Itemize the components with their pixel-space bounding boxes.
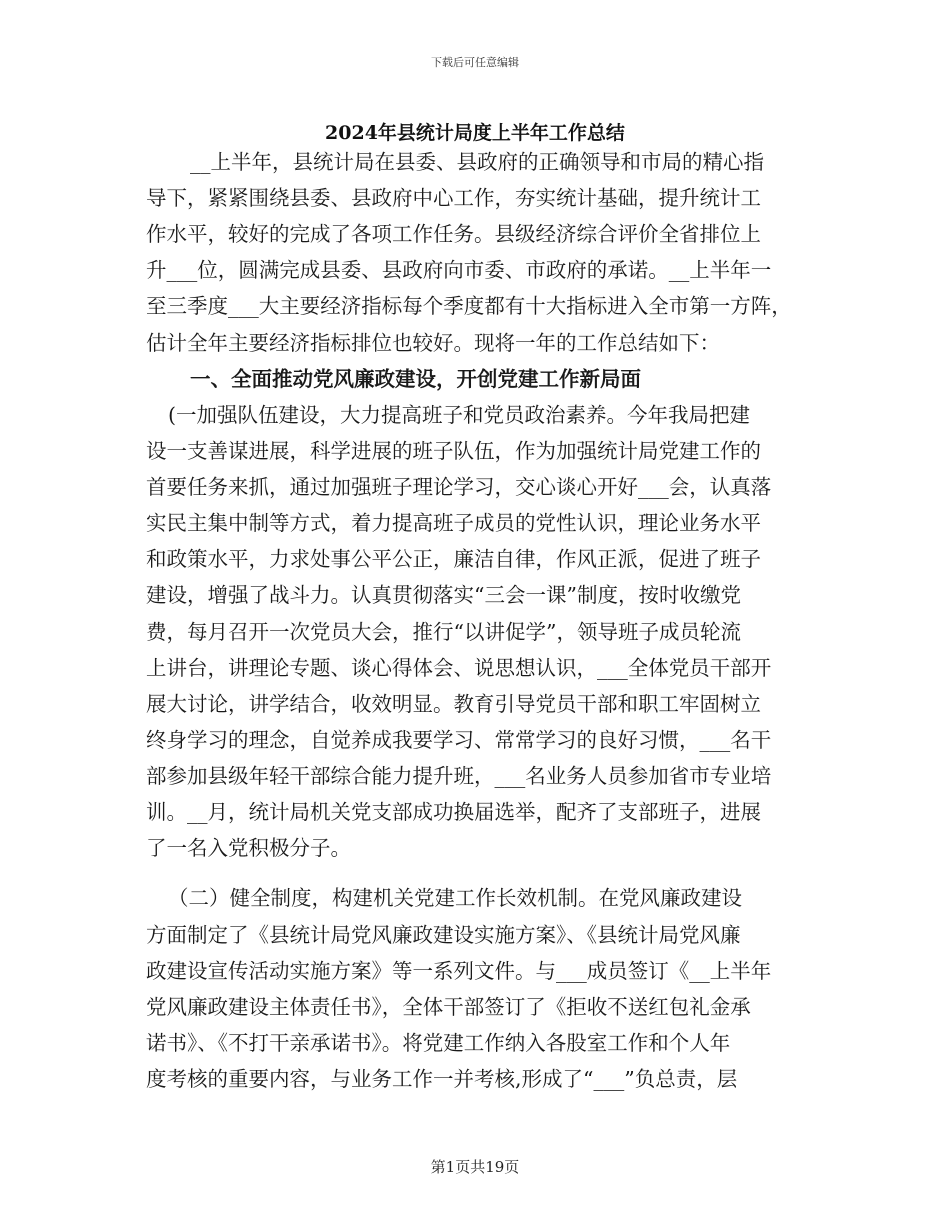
body-line: （二）健全制度，构建机关党建工作长效机制。在党风廉政建设 bbox=[168, 886, 742, 910]
body-line: 至三季度___大主要经济指标每个季度都有十大指标进入全市第一方阵， bbox=[146, 294, 792, 318]
body-line: 部参加县级年轻干部综合能力提升班，___名业务人员参加省市专业培 bbox=[146, 764, 772, 788]
body-line: 诺书》、《不打干亲承诺书》。将党建工作纳入各股室工作和个人年 bbox=[146, 1031, 731, 1055]
body-line: 导下，紧紧围绕县委、县政府中心工作，夯实统计基础，提升统计工 bbox=[146, 186, 761, 210]
body-line: 作水平，较好的完成了各项工作任务。县级经济综合评价全省排位上 bbox=[146, 222, 761, 246]
header-note: 下载后可任意编辑 bbox=[431, 56, 519, 69]
body-line: 建设，增强了战斗力。认真贯彻落实“三会一课”制度，按时收缴党 bbox=[146, 583, 741, 607]
body-line: 展大讨论，讲学结合，收效明显。教育引导党员干部和职工牢固树立 bbox=[146, 692, 761, 716]
body-line: (一加强队伍建设，大力提高班子和党员政治素养。今年我局把建 bbox=[168, 403, 750, 427]
body-line: 上讲台，讲理论专题、谈心得体会、说思想认识，___全体党员干部开 bbox=[146, 656, 772, 680]
body-line: 训。__月，统计局机关党支部成功换届选举，配齐了支部班子，进展 bbox=[146, 800, 761, 824]
body-line: 度考核的重要内容，与业务工作一并考核,形成了“___”负总责，层 bbox=[146, 1067, 738, 1091]
body-line: 升___位，圆满完成县委、县政府向市委、市政府的承诺。__上半年一 bbox=[146, 258, 772, 282]
body-line: __上半年，县统计局在县委、县政府的正确领导和市局的精心指 bbox=[190, 150, 764, 174]
body-line: 实民主集中制等方式，着力提高班子成员的党性认识，理论业务水平 bbox=[146, 511, 761, 535]
page-footer: 第1页共19页 bbox=[430, 1158, 520, 1176]
body-line: 估计全年主要经济指标排位也较好。现将一年的工作总结如下： bbox=[146, 331, 720, 355]
body-line: 和政策水平，力求处事公平公正，廉洁自律，作风正派，促进了班子 bbox=[146, 547, 761, 571]
body-line: 方面制定了《县统计局党风廉政建设实施方案》、《县统计局党风廉 bbox=[146, 923, 741, 947]
body-line: 党风廉政建设主体责任书》，全体干部签订了《拒收不送红包礼金承 bbox=[146, 995, 751, 1019]
body-line: 设一支善谋进展，科学进展的班子队伍，作为加强统计局党建工作的 bbox=[146, 439, 761, 463]
body-line: 费，每月召开一次党员大会，推行“以讲促学”，领导班子成员轮流 bbox=[146, 620, 741, 644]
body-line: 首要任务来抓，通过加强班子理论学习，交心谈心开好___会，认真落 bbox=[146, 475, 772, 499]
body-line: 了一名入党积极分子。 bbox=[146, 836, 351, 860]
body-line: 政建设宣传活动实施方案》等一系列文件。与___成员签订《__上半年 bbox=[146, 959, 772, 983]
body-line: 终身学习的理念，自觉养成我要学习、常常学习的良好习惯，___名干 bbox=[146, 728, 772, 752]
section-heading: 一、全面推动党风廉政建设，开创党建工作新局面 bbox=[190, 367, 641, 391]
document-title: 2024年县统计局度上半年工作总结 bbox=[325, 122, 625, 144]
